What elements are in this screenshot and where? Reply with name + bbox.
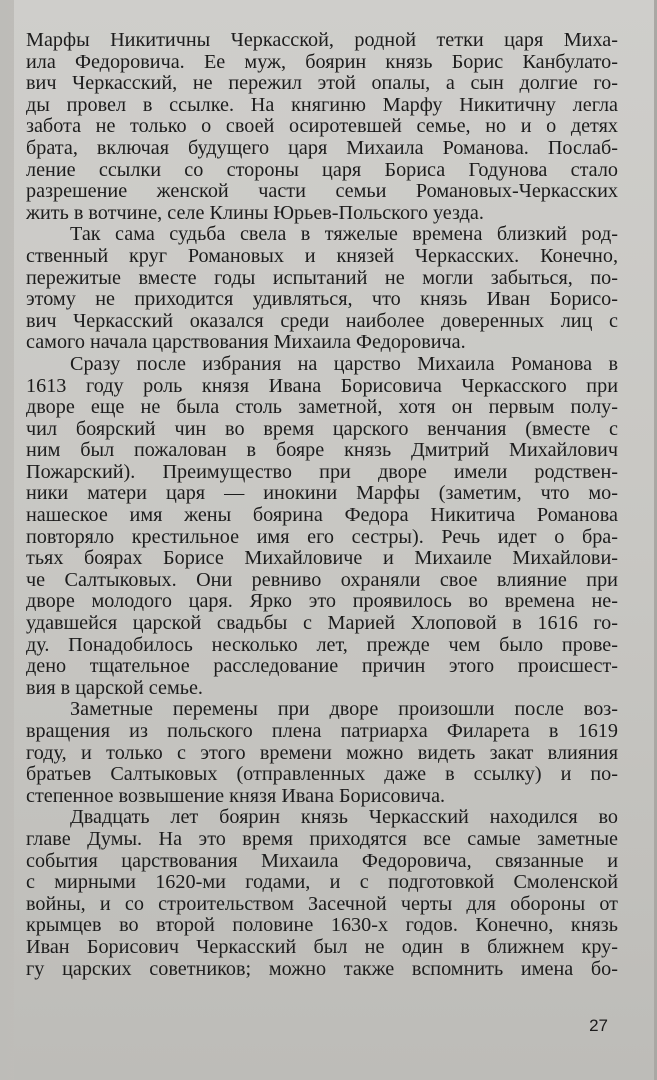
text-line: братьев Салтыковых (отправленных даже в ссылку) и по- [26, 763, 618, 786]
text-line: Пожарский). Преимущество при дворе имели родствен- [26, 460, 618, 483]
text-line: тьях боярах Борисе Михайловиче и Михаиле Михайлови- [26, 547, 618, 570]
text-line: ники матери царя — инокини Марфы (заметим, что мо- [26, 482, 618, 505]
text-line: этому не приходится удивляться, что князь Иван Борисо- [26, 288, 618, 311]
text-line: ление ссылки со стороны царя Бориса Годунова стало [26, 158, 618, 181]
text-line: жить в вотчине, селе Клины Юрьев-Польского уезда. [26, 201, 484, 224]
text-line: ственный круг Романовых и князей Черкасских. Конечно, [26, 244, 618, 267]
text-line: войны, и со строительством Засечной черты для обороны от [26, 892, 618, 915]
paragraph-first-line: Так сама судьба свела в тяжелые времена близкий род- [70, 223, 618, 246]
text-line: году, и только с этого времени можно видеть закат влияния [26, 741, 618, 764]
text-line: вич Черкасский оказался среди наиболее доверенных лиц с [26, 309, 618, 332]
text-line: ду. Понадобилось несколько лет, прежде чем было прове- [26, 633, 618, 656]
text-line: степенное возвышение князя Ивана Борисовича. [26, 784, 446, 807]
text-line: дворе молодого царя. Ярко это проявилось во времена не- [26, 590, 618, 613]
text-line: Иван Борисович Черкасский был не один в ближнем кру- [26, 935, 618, 958]
paragraph-first-line: Сразу после избрания на царство Михаила Романова в [70, 352, 618, 375]
text-line: че Салтыковых. Они ревниво охраняли свое влияние при [26, 568, 618, 591]
book-page [14, 0, 654, 1080]
text-line: пережитые вместе годы испытаний не могли забыться, по- [26, 266, 618, 289]
text-line: события царствования Михаила Федоровича, связанные и [26, 849, 618, 872]
text-line: забота не только о своей осиротевшей семье, но и о детях [26, 115, 618, 138]
text-line: вич Черкасский, не пережил этой опалы, а сын долгие го- [26, 72, 618, 95]
text-line: чил боярский чин во время царского венчания (вместе с [26, 417, 618, 440]
page-number: 27 [589, 1016, 608, 1035]
text-line: вия в царской семье. [26, 676, 203, 699]
text-line: вращения из польского плена патриарха Филарета в 1619 [26, 720, 618, 742]
text-line: с мирными 1620-ми годами, и с подготовкой Смоленской [26, 871, 618, 894]
text-line: разрешение женской части семьи Романовых-Черкасских [26, 180, 618, 203]
text-line: дворе еще не была столь заметной, хотя он первым полу- [26, 396, 618, 419]
paragraph-first-line: Заметные перемены при дворе произошли после воз- [70, 698, 618, 721]
body-text [26, 30, 618, 980]
text-line: нашеское имя жены боярина Федора Никитича Романова [26, 504, 618, 527]
text-line: ним был пожалован в бояре князь Дмитрий Михайлович [26, 439, 618, 462]
text-line: Марфы Никитичны Черкасской, родной тетки царя Миха- [26, 29, 618, 51]
text-line: повторяло крестильное имя его сестры). Речь идет о бра- [26, 525, 618, 548]
text-line: крымцев во второй половине 1630-х годов. Конечно, князь [26, 914, 618, 937]
text-line: гу царских советников; можно также вспомнить имена бо- [26, 957, 618, 980]
paragraph-first-line: Двадцать лет боярин князь Черкасский находился во [70, 806, 618, 829]
text-line: ила Федоровича. Ее муж, боярин князь Борис Канбулато- [26, 50, 618, 73]
text-line: самого начала царствования Михаила Федоровича. [26, 331, 466, 354]
text-line: дено тщательное расследование причин этого происшест- [26, 655, 618, 678]
text-line: брата, включая будущего царя Михаила Романова. Послаб- [26, 136, 618, 159]
text-line: ды провел в ссылке. На княгиню Марфу Никитичну легла [26, 93, 618, 116]
text-line: удавшейся царской свадьбы с Марией Хлоповой в 1616 го- [26, 612, 618, 635]
text-line: 1613 году роль князя Ивана Борисовича Черкасского при [26, 374, 618, 397]
text-line: главе Думы. На это время приходятся все самые заметные [26, 827, 618, 850]
